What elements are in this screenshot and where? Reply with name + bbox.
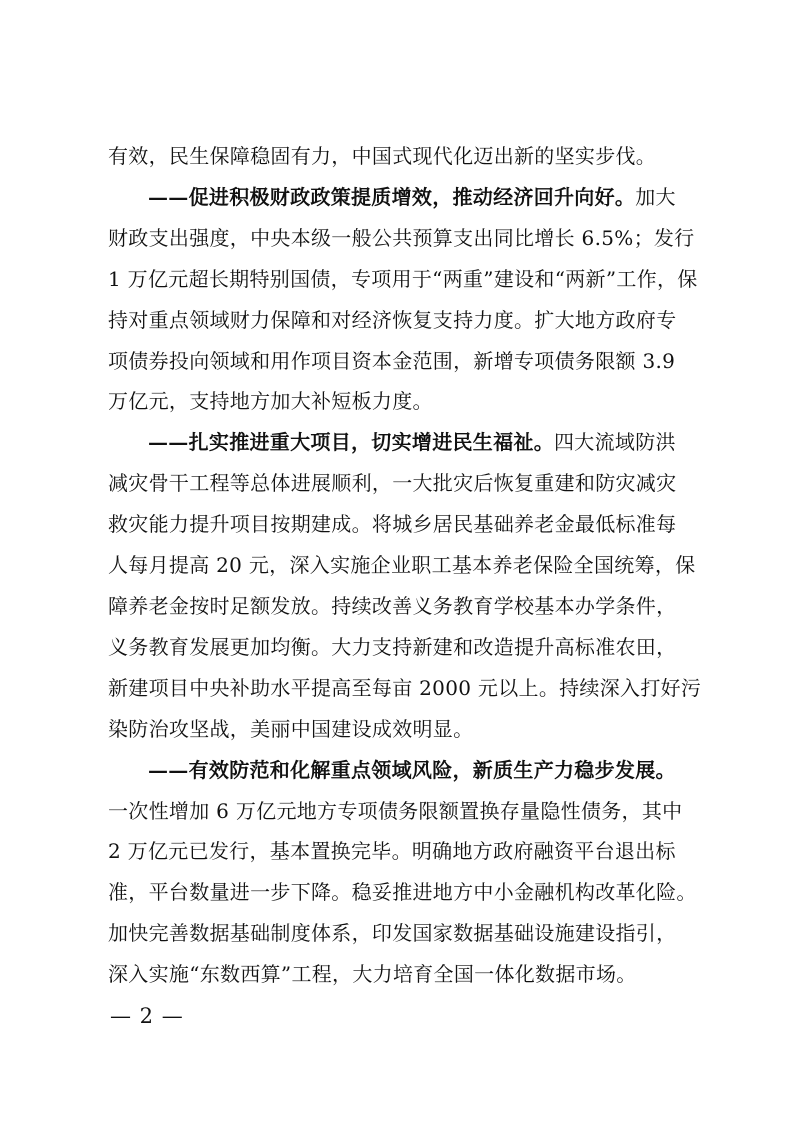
body-text xyxy=(108,136,702,995)
paragraph-first-line xyxy=(108,177,688,218)
text-line: 持对重点领域财力保障和对经济恢复支持力度。扩大地方政府专 xyxy=(108,307,677,332)
paragraph-first-line xyxy=(108,422,688,463)
paragraph-lead-text: 四大流域防洪 xyxy=(554,430,676,455)
text-line: 染防治攻坚战，美丽中国建设成效明显。 xyxy=(108,716,474,741)
text-line: 新建项目中央补助水平提高至每亩 2000 元以上。持续深入打好污 xyxy=(108,675,702,700)
text-line: 1 万亿元超长期特别国债，专项用于“两重”建设和“两新”工作，保 xyxy=(108,266,698,291)
text-line: 障养老金按时足额发放。持续改善义务教育学校基本办学条件， xyxy=(108,593,677,618)
text-line: 深入实施“东数西算”工程，大力培育全国一体化数据市场。 xyxy=(108,962,637,987)
text-line: 减灾骨干工程等总体进展顺利，一大批灾后恢复重建和防灾减灾 xyxy=(108,471,677,496)
paragraph-first-line xyxy=(108,750,688,791)
text-line: 2 万亿元已发行，基本置换完毕。明确地方政府融资平台退出标 xyxy=(108,839,676,864)
paragraph-risk-prevention xyxy=(108,750,697,995)
text-line: 万亿元，支持地方加大补短板力度。 xyxy=(108,389,433,414)
paragraph-heading: ——有效防范和化解重点领域风险，新质生产力稳步发展。 xyxy=(148,757,676,782)
text-line: 有效，民生保障稳固有力，中国式现代化迈出新的坚实步伐。 xyxy=(108,144,657,168)
text-line: 人每月提高 20 元，深入实施企业职工基本养老保险全国统筹，保 xyxy=(108,553,696,578)
paragraph-major-projects xyxy=(108,422,702,749)
paragraph-lead-text: 加大 xyxy=(635,184,676,209)
page-number: — 2 — xyxy=(110,1004,184,1028)
text-line: 义务教育发展更加均衡。大力支持新建和改造提升高标准农田， xyxy=(108,634,677,659)
text-line: 财政支出强度，中央本级一般公共预算支出同比增长 6.5%；发行 xyxy=(108,225,695,250)
text-line: 准，平台数量进一步下降。稳妥推进地方中小金融机构改革化险。 xyxy=(108,880,697,905)
text-line: 救灾能力提升项目按期建成。将城乡居民基础养老金最低标准每 xyxy=(108,512,677,537)
paragraph-heading: ——扎实推进重大项目，切实增进民生福祉。 xyxy=(148,430,554,455)
paragraph-continuation xyxy=(108,136,688,177)
paragraph-heading: ——促进积极财政政策提质增效，推动经济回升向好。 xyxy=(148,184,636,209)
paragraph-fiscal-policy xyxy=(108,177,698,422)
text-line: 加快完善数据基础制度体系，印发国家数据基础设施建设指引， xyxy=(108,921,677,946)
text-line: 项债券投向领域和用作项目资本金范围，新增专项债务限额 3.9 xyxy=(108,348,676,373)
text-line: 一次性增加 6 万亿元地方专项债务限额置换存量隐性债务，其中 xyxy=(108,798,683,823)
